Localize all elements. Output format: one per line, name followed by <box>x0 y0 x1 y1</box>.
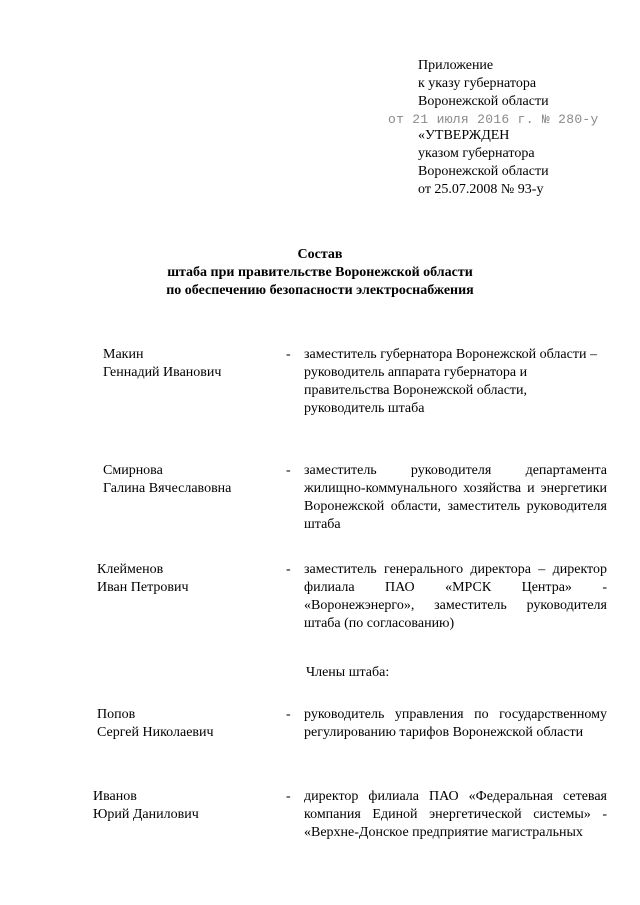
members-section-heading: Члены штаба: <box>306 665 390 680</box>
member-name <box>103 462 231 498</box>
member-surname: Попов <box>97 707 136 722</box>
member-role: руководитель управления по государственному регулированию тарифов Воронежской области <box>304 707 607 740</box>
member-surname: Иванов <box>93 789 137 804</box>
member-name <box>97 706 214 742</box>
approved-date: от 25.07.2008 № 93-у <box>418 182 544 197</box>
member-dash: - <box>286 707 291 722</box>
member-surname: Макин <box>103 347 144 362</box>
member-given-name: Галина Вячеславовна <box>103 481 232 496</box>
member-name <box>93 788 199 824</box>
member-role: директор филиала ПАО «Федеральная сетевая компания Единой энергетической системы» - «Верхне-Донское предприятие магистральных <box>304 789 607 840</box>
document-title <box>0 246 640 300</box>
approved-block <box>418 127 633 199</box>
member-name <box>103 346 221 382</box>
approved-decree: указом губернатора <box>418 146 535 161</box>
approved-title: «УТВЕРЖДЕН <box>418 128 510 143</box>
member-dash: - <box>286 562 291 577</box>
member-role: заместитель губернатора Воронежской области – руководитель аппарата губернатора и правительства Воронежской области, руководитель штаба <box>304 347 597 416</box>
member-name <box>97 561 189 597</box>
member-given-name: Иван Петрович <box>97 580 189 595</box>
appendix-block <box>388 57 633 129</box>
date-stamp: от 21 июля 2016 г. № 280-у <box>388 112 599 127</box>
member-role: заместитель руководителя департамента жилищно-коммунального хозяйства и энергетики Воронежской области, заместитель руководителя штаба <box>304 463 607 532</box>
member-dash: - <box>286 347 291 362</box>
member-given-name: Юрий Данилович <box>93 807 199 822</box>
appendix-decree-ref: к указу губернатора <box>418 76 537 91</box>
member-surname: Клейменов <box>97 562 164 577</box>
approved-region: Воронежской области <box>418 164 549 179</box>
appendix-region: Воронежской области <box>418 94 549 109</box>
member-dash: - <box>286 789 291 804</box>
member-dash: - <box>286 463 291 478</box>
member-surname: Смирнова <box>103 463 163 478</box>
title-line-3: по обеспечению безопасности электроснабжения <box>166 283 474 298</box>
title-line-2: штаба при правительстве Воронежской области <box>167 265 473 280</box>
member-given-name: Геннадий Иванович <box>103 365 222 380</box>
appendix-title: Приложение <box>418 58 494 73</box>
member-role: заместитель генерального директора – директор филиала ПАО «МРСК Центра» - «Воронежэнерго», заместитель руководителя штаба (по согласованию) <box>304 562 607 631</box>
title-line-1: Состав <box>297 247 343 262</box>
member-given-name: Сергей Николаевич <box>97 725 214 740</box>
